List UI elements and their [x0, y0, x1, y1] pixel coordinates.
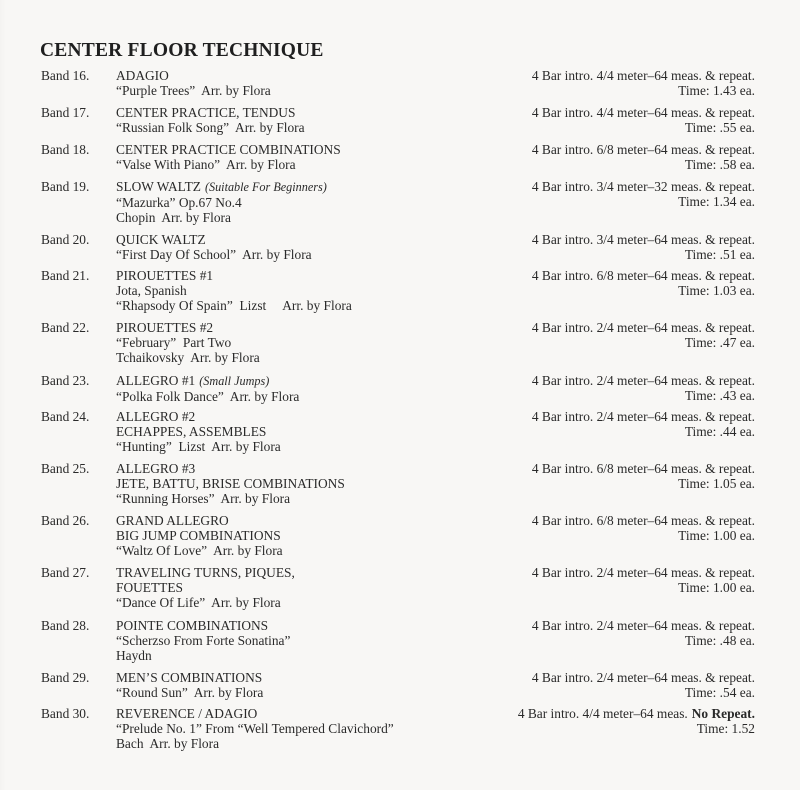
- track-timing: [532, 513, 755, 543]
- track-title: CENTER PRACTICE, TENDUS: [116, 105, 296, 120]
- track-title: PIROUETTES #1: [116, 268, 214, 283]
- track-description: [116, 68, 486, 98]
- track-detail-line: ECHAPPES, ASSEMBLES: [116, 424, 267, 440]
- band-number: Band 17.: [41, 105, 90, 120]
- track-title: POINTE COMBINATIONS: [116, 618, 269, 633]
- track-detail-line: Tchaikovsky Arr. by Flora: [116, 350, 260, 366]
- track-detail-line: “Purple Trees” Arr. by Flora: [116, 83, 271, 99]
- track-title: CENTER PRACTICE COMBINATIONS: [116, 142, 341, 157]
- meter-line: [532, 105, 755, 120]
- meter-line: [532, 268, 755, 283]
- meter-line: [532, 232, 755, 247]
- meter-line: [532, 179, 755, 194]
- meter-line: [532, 670, 755, 685]
- meter-text: 4 Bar intro. 4/4 meter–64 meas. & repeat.: [531, 105, 755, 120]
- track-timing: [532, 142, 755, 172]
- meter-line: [532, 409, 755, 424]
- track-description: [116, 565, 486, 611]
- track-description: [116, 373, 486, 404]
- meter-line: [532, 142, 755, 157]
- track-title: PIROUETTES #2: [116, 320, 214, 335]
- duration-line: Time: 1.00 ea.: [678, 580, 755, 596]
- band-number: Band 18.: [41, 142, 90, 157]
- track-description: [116, 268, 486, 314]
- track-title-line: [116, 461, 486, 476]
- track-detail-line: FOUETTES: [116, 580, 183, 596]
- track-detail-line: Chopin Arr. by Flora: [116, 210, 231, 226]
- track-detail-line: “Mazurka” Op.67 No.4: [116, 195, 242, 211]
- track-title: ADAGIO: [116, 68, 169, 83]
- track-detail-line: “Russian Folk Song” Arr. by Flora: [116, 120, 305, 136]
- meter-text: 4 Bar intro. 4/4 meter–64 meas.: [517, 706, 688, 721]
- track-detail-line: “February” Part Two: [116, 335, 232, 351]
- meter-line: [532, 68, 755, 83]
- band-number: Band 24.: [41, 409, 90, 424]
- track-detail-line: “Polka Folk Dance” Arr. by Flora: [116, 389, 300, 405]
- track-detail-line: “Scherzso From Forte Sonatina”: [116, 633, 291, 649]
- track-title-line: [116, 179, 486, 195]
- band-number: Band 26.: [41, 513, 90, 528]
- duration-line: Time: .55 ea.: [684, 120, 755, 136]
- band-number: Band 28.: [41, 618, 90, 633]
- meter-text: 4 Bar intro. 6/8 meter–64 meas. & repeat.: [531, 268, 755, 283]
- meter-text: 4 Bar intro. 6/8 meter–64 meas. & repeat.: [531, 461, 755, 476]
- track-title-line: [116, 373, 486, 389]
- duration-line: Time: 1.34 ea.: [678, 194, 755, 210]
- track-timing: [532, 232, 755, 262]
- track-detail-line: “Rhapsody Of Spain” Lizst Arr. by Flora: [116, 298, 352, 314]
- track-title: SLOW WALTZ: [116, 179, 201, 194]
- band-number: Band 16.: [41, 68, 90, 83]
- track-title: QUICK WALTZ: [116, 232, 206, 247]
- band-number: Band 21.: [41, 268, 90, 283]
- track-title: TRAVELING TURNS, PIQUES,: [116, 565, 295, 580]
- track-title-line: [116, 105, 486, 120]
- track-description: [116, 513, 486, 559]
- duration-line: Time: 1.05 ea.: [678, 476, 755, 492]
- track-timing: [518, 706, 755, 736]
- track-timing: [532, 565, 755, 595]
- band-number: Band 23.: [41, 373, 90, 388]
- track-detail-line: Bach Arr. by Flora: [116, 736, 220, 752]
- meter-text: 4 Bar intro. 4/4 meter–64 meas. & repeat.: [531, 68, 755, 83]
- track-timing: [532, 461, 755, 491]
- track-title-note: (Small Jumps): [199, 374, 270, 388]
- track-description: [116, 461, 486, 507]
- duration-line: Time: .47 ea.: [684, 335, 755, 351]
- band-number: Band 30.: [41, 706, 90, 721]
- track-description: [116, 670, 486, 700]
- track-detail-line: Haydn: [116, 648, 152, 664]
- track-title: MEN’S COMBINATIONS: [116, 670, 263, 685]
- track-title-line: [116, 513, 486, 528]
- track-title-line: [116, 706, 486, 721]
- meter-text: 4 Bar intro. 6/8 meter–64 meas. & repeat.: [531, 513, 755, 528]
- track-description: [116, 706, 486, 752]
- track-timing: [532, 105, 755, 135]
- duration-line: Time: 1.52: [696, 721, 755, 737]
- duration-line: Time: 1.00 ea.: [678, 528, 755, 544]
- track-detail-line: Jota, Spanish: [116, 283, 187, 299]
- duration-line: Time: .44 ea.: [684, 424, 755, 440]
- band-number: Band 22.: [41, 320, 90, 335]
- track-detail-line: “Running Horses” Arr. by Flora: [116, 491, 291, 507]
- track-title: REVERENCE / ADAGIO: [116, 706, 258, 721]
- track-title: ALLEGRO #2: [116, 409, 196, 424]
- duration-line: Time: 1.03 ea.: [678, 283, 755, 299]
- meter-line: [532, 373, 755, 388]
- track-title-line: [116, 320, 486, 335]
- duration-line: Time: .48 ea.: [684, 633, 755, 649]
- meter-text: 4 Bar intro. 2/4 meter–64 meas. & repeat.: [531, 670, 755, 685]
- track-description: [116, 105, 486, 135]
- meter-text: 4 Bar intro. 6/8 meter–64 meas. & repeat.: [531, 142, 755, 157]
- track-title-line: [116, 68, 486, 83]
- track-title: ALLEGRO #3: [116, 461, 196, 476]
- track-detail-line: “Prelude No. 1” From “Well Tempered Clavichord”: [116, 721, 394, 737]
- track-description: [116, 232, 486, 262]
- meter-text: 4 Bar intro. 3/4 meter–64 meas. & repeat.: [531, 232, 755, 247]
- meter-line: [532, 513, 755, 528]
- meter-line: [532, 618, 755, 633]
- track-title: ALLEGRO #1: [116, 373, 196, 388]
- track-title-line: [116, 268, 486, 283]
- track-timing: [532, 373, 755, 403]
- track-detail-line: “Hunting” Lizst Arr. by Flora: [116, 439, 281, 455]
- section-heading: CENTER FLOOR TECHNIQUE: [40, 40, 324, 61]
- track-timing: [532, 179, 755, 209]
- track-title-line: [116, 670, 486, 685]
- track-detail-line: “Round Sun” Arr. by Flora: [116, 685, 264, 701]
- duration-line: Time: .51 ea.: [684, 247, 755, 263]
- meter-text: 4 Bar intro. 3/4 meter–32 meas. & repeat.: [531, 179, 755, 194]
- meter-line: [532, 565, 755, 580]
- meter-text: 4 Bar intro. 2/4 meter–64 meas. & repeat.: [531, 618, 755, 633]
- meter-line: [532, 320, 755, 335]
- track-timing: [532, 670, 755, 700]
- track-title-line: [116, 618, 486, 633]
- duration-line: Time: .58 ea.: [684, 157, 755, 173]
- meter-text: 4 Bar intro. 2/4 meter–64 meas. & repeat.: [531, 409, 755, 424]
- track-timing: [532, 320, 755, 350]
- track-description: [116, 320, 486, 366]
- duration-line: Time: .43 ea.: [684, 388, 755, 404]
- track-detail-line: “Valse With Piano” Arr. by Flora: [116, 157, 296, 173]
- meter-line: [532, 461, 755, 476]
- track-description: [116, 142, 486, 172]
- track-title-line: [116, 232, 486, 247]
- track-detail-line: “Dance Of Life” Arr. by Flora: [116, 595, 281, 611]
- no-repeat-label: No Repeat.: [691, 706, 755, 721]
- track-detail-line: “Waltz Of Love” Arr. by Flora: [116, 543, 283, 559]
- meter-line: [518, 706, 755, 721]
- track-timing: [532, 409, 755, 439]
- band-number: Band 25.: [41, 461, 90, 476]
- duration-line: Time: 1.43 ea.: [678, 83, 755, 99]
- band-number: Band 20.: [41, 232, 90, 247]
- track-timing: [532, 268, 755, 298]
- track-description: [116, 409, 486, 455]
- track-detail-line: “First Day Of School” Arr. by Flora: [116, 247, 312, 263]
- track-title-line: [116, 142, 486, 157]
- track-timing: [532, 618, 755, 648]
- track-title: GRAND ALLEGRO: [116, 513, 229, 528]
- track-detail-line: BIG JUMP COMBINATIONS: [116, 528, 281, 544]
- track-title-line: [116, 565, 486, 580]
- duration-line: Time: .54 ea.: [684, 685, 755, 701]
- track-detail-line: JETE, BATTU, BRISE COMBINATIONS: [116, 476, 345, 492]
- meter-text: 4 Bar intro. 2/4 meter–64 meas. & repeat.: [531, 373, 755, 388]
- band-number: Band 19.: [41, 179, 90, 194]
- track-title-line: [116, 409, 486, 424]
- track-description: [116, 618, 486, 664]
- track-title-note: (Suitable For Beginners): [204, 180, 327, 194]
- band-number: Band 29.: [41, 670, 90, 685]
- track-description: [116, 179, 486, 226]
- meter-text: 4 Bar intro. 2/4 meter–64 meas. & repeat.: [531, 320, 755, 335]
- track-timing: [532, 68, 755, 98]
- band-number: Band 27.: [41, 565, 90, 580]
- meter-text: 4 Bar intro. 2/4 meter–64 meas. & repeat.: [531, 565, 755, 580]
